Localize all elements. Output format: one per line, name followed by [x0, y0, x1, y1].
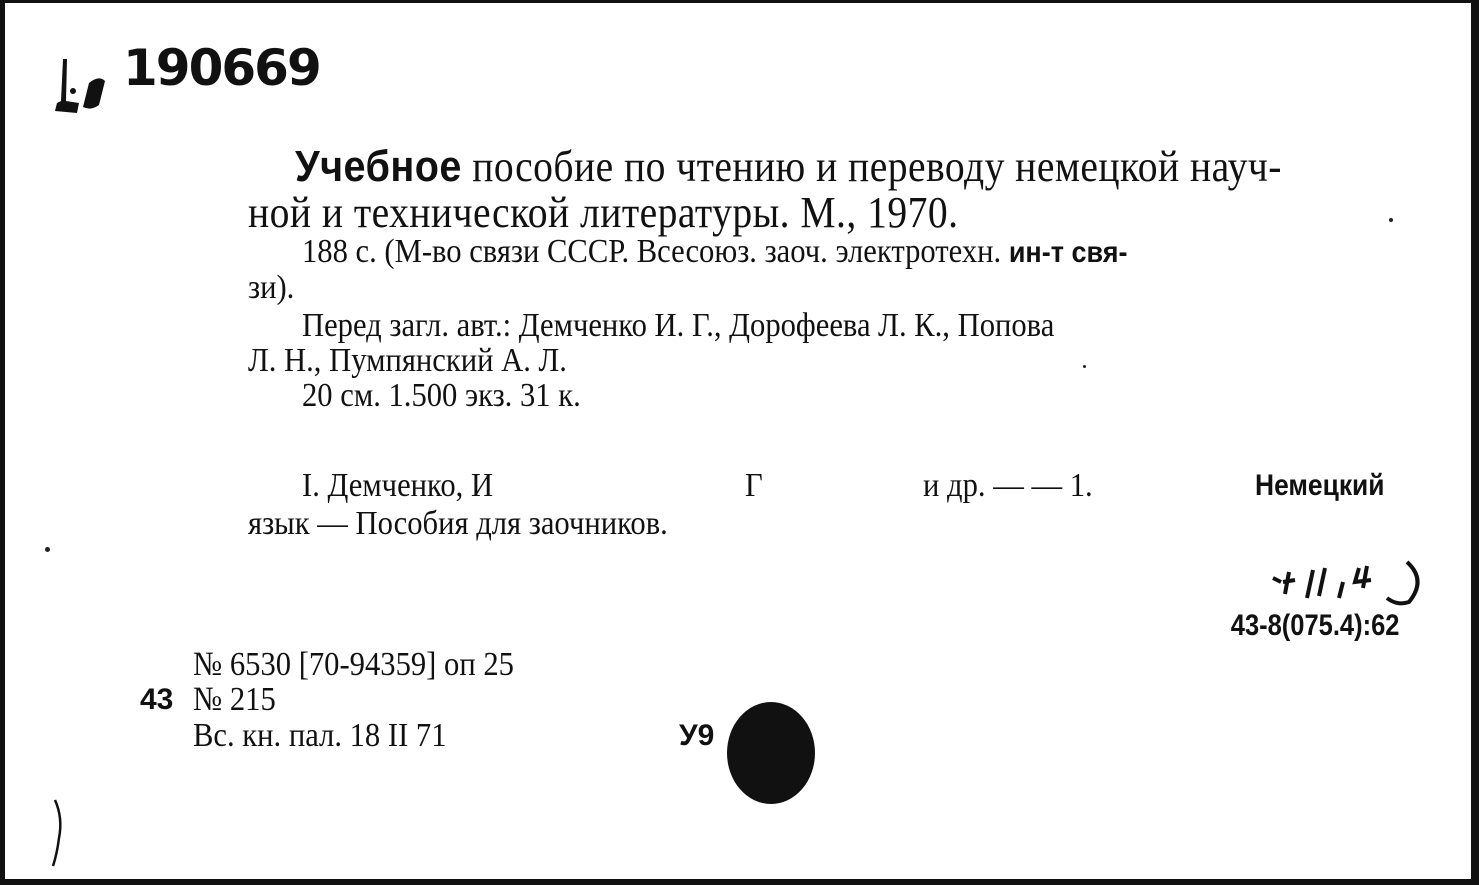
- authors-line-2: Л. Н., Пумпянский А. Л.: [248, 342, 567, 379]
- accession-line-1: № 6530 [70-94359] оп 25: [193, 646, 514, 683]
- stamp-mark-icon: [49, 53, 119, 117]
- tracing-start: I. Демченко, И: [302, 467, 494, 504]
- title-line-2: ной и технической литературы. М., 1970.: [248, 188, 959, 237]
- tracing-middle: и др. — — 1.: [923, 467, 1093, 504]
- handwritten-classification-icon: [1267, 558, 1437, 608]
- tracing-line-2: язык — Пособия для заочников.: [248, 505, 668, 542]
- title-first-word: Учебное: [295, 142, 462, 191]
- ink-speck: [45, 547, 50, 552]
- classification-code: 43-8(075.4):62: [1230, 609, 1399, 642]
- title-line-1-text: пособие по чтению и переводу немецкой науч-: [461, 142, 1282, 191]
- format-line: 20 см. 1.500 экз. 31 к.: [302, 377, 581, 414]
- collation-line-1-text: 188 с. (М-во связи СССР. Всесоюз. заоч. электротехн.: [302, 233, 1009, 270]
- accession-prefix: 43: [140, 683, 174, 716]
- accession-code: У9: [679, 719, 715, 752]
- ink-speck: [1083, 365, 1086, 368]
- authors-line-1: Перед загл. авт.: Демченко И. Г., Дорофеева Л. К., Попова: [302, 307, 1055, 344]
- accession-line-3: Вс. кн. пал. 18 II 71: [193, 717, 447, 754]
- tracing-subject: Немецкий: [1255, 469, 1385, 502]
- title-line-1: [295, 142, 1282, 191]
- collation-line-2: зи).: [248, 269, 295, 306]
- punch-hole: [727, 702, 815, 804]
- collation-line-1: [302, 235, 1127, 269]
- collation-line-1-bold: ин-т свя-: [1008, 236, 1128, 269]
- accession-line-2: № 215: [193, 681, 276, 718]
- ink-speck: [1389, 218, 1393, 222]
- handwritten-card-number: 190669: [123, 39, 320, 97]
- tracing-initial-g: Г: [745, 467, 763, 504]
- pen-mark-icon: [47, 798, 77, 868]
